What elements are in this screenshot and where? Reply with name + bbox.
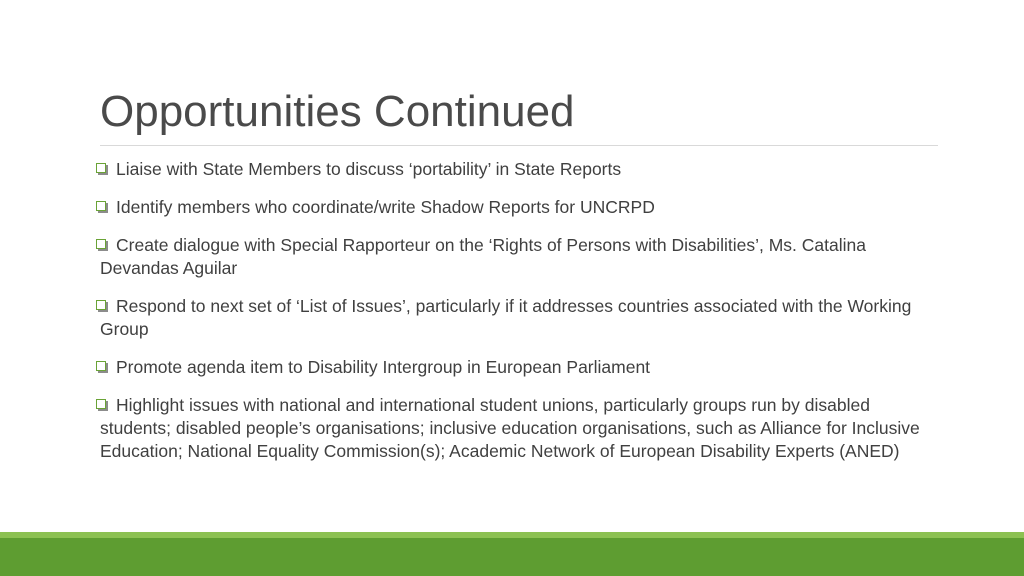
bullet-text: Liaise with State Members to discuss ‘portability’ in State Reports [116,159,622,179]
checkbox-square-icon [96,163,106,173]
bullet-item [100,356,938,379]
bullet-text: Promote agenda item to Disability Intergroup in European Parliament [116,357,651,377]
bullet-text: Respond to next set of ‘List of Issues’, particularly if it addresses countries associated with the Working Group [100,296,912,339]
slide-title: Opportunities Continued [100,87,575,136]
bullet-text: Create dialogue with Special Rapporteur on the ‘Rights of Persons with Disabilities’, Ms. Catalina Devandas Aguilar [100,235,866,278]
checkbox-square-icon [96,201,106,211]
checkbox-square-icon [96,300,106,310]
bullet-list [100,158,938,478]
bullet-item [100,158,938,181]
checkbox-square-icon [96,399,106,409]
bullet-item [100,234,938,280]
title-divider [100,145,938,146]
bullet-text: Identify members who coordinate/write Shadow Reports for UNCRPD [116,197,655,217]
checkbox-square-icon [96,239,106,249]
bullet-item [100,196,938,219]
bullet-item [100,295,938,341]
checkbox-square-icon [96,361,106,371]
footer-bar [0,538,1024,576]
bullet-text: Highlight issues with national and international student unions, particularly groups run by disabled students; disabled people’s organisations; inclusive education organisations, such as Alliance for Inclusive Education; National Equality Commission(s); Academic Network of European Disability Experts (ANED) [100,395,920,461]
bullet-item [100,394,938,463]
